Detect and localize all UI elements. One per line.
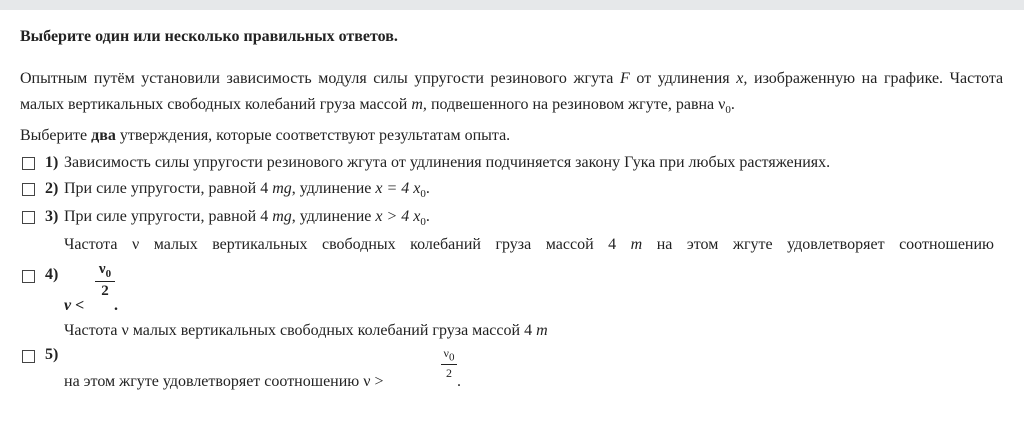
q-nu0: $\nu_0$ <box>718 96 731 117</box>
option-5-text-line1: Частота ν малых вертикальных свободных колебаний груза массой 4 m <box>64 322 548 339</box>
q-line3-bold: два <box>91 127 116 145</box>
option-3-text: При силе упругости, равной 4 mg, удлинение x > 4 $x_0$. <box>64 208 430 229</box>
option-5-fraction: $\nu_0$ 2 <box>441 346 457 381</box>
question-text: Опытным путём установили зависимость модуля силы упругости резинового жгута F от удлинения x, изображенную на графике. Частота малых вертикальных свободных колебаний груза массой m, подвешенного на резиновом жгуте, равна $\nu_0$. Выберите два утверждения, которые соответствуют результатам опыта. <box>20 70 1004 145</box>
q-line1-mid: от удлинения <box>636 70 730 87</box>
option-3-checkbox[interactable] <box>22 211 35 224</box>
q-line2-mid: подвешенного на резиновом жгуте, равна <box>430 96 715 113</box>
option-3-number: 3) <box>45 208 59 225</box>
option-2-text: При силе упругости, равной 4 mg, удлинение x = 4 $x_0$. <box>64 180 430 201</box>
option-1-number: 1) <box>45 154 59 171</box>
q-line3-post: утверждения, которые соответствуют результатам опыта. <box>119 127 511 145</box>
option-1-checkbox[interactable] <box>22 157 35 170</box>
q-line3-pre: Выберите <box>20 127 88 145</box>
option-5-end: . <box>457 373 461 390</box>
option-4-number: 4) <box>45 266 59 283</box>
option-2-number: 2) <box>45 180 59 197</box>
q-F: F <box>620 70 630 87</box>
option-4-relation: ν < <box>64 297 85 314</box>
top-bar <box>0 0 1024 10</box>
q-line2-pre: графике. Частота малых вертикальных свободных колебаний груза массой <box>20 70 1004 113</box>
option-5-text-line2: на этом жгуте удовлетворяет соотношению ν > <box>64 373 384 390</box>
option-5-number: 5) <box>45 346 59 363</box>
q-line1-pre: Опытным путём установили зависимость модуля силы упругости резинового жгута <box>20 70 614 87</box>
option-4-end: . <box>114 297 118 314</box>
option-1-text: Зависимость силы упругости резинового жгута от удлинения подчиняется закону Гука при любых растяжениях. <box>64 154 831 171</box>
option-2-checkbox[interactable] <box>22 183 35 196</box>
option-4-checkbox[interactable] <box>22 270 35 283</box>
q-m: m, <box>411 96 427 113</box>
option-4-text-line1: Частота ν малых вертикальных свободных колебаний груза массой 4 m на этом жгуте удовлетворяет соотношению <box>64 236 995 253</box>
instruction-heading: Выберите один или несколько правильных ответов. <box>20 28 398 45</box>
option-4-fraction: $\nu_0$ 2 <box>95 261 115 300</box>
q-x: x, <box>736 70 748 87</box>
q-line1-post: изображенную на <box>754 70 878 87</box>
option-5-checkbox[interactable] <box>22 350 35 363</box>
